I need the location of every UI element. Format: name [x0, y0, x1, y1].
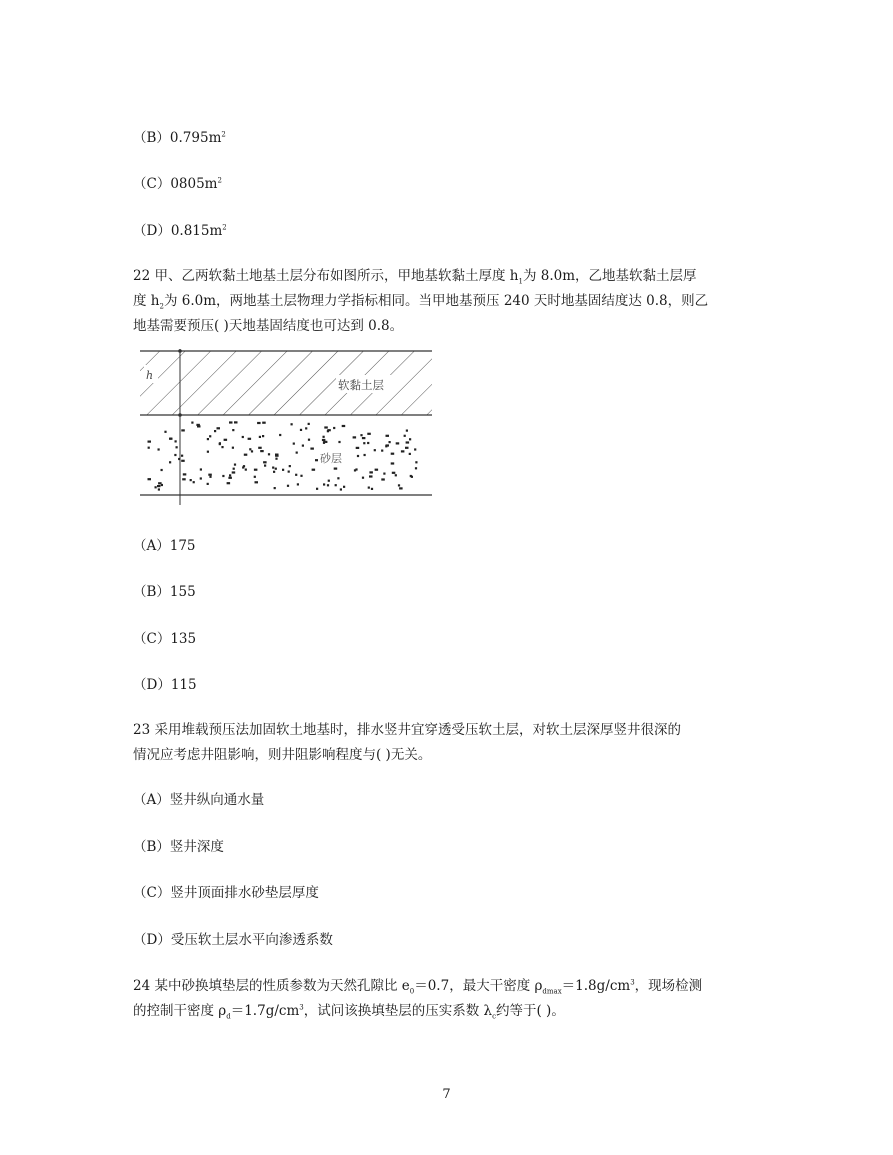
q23-option-a: （A）竖井纵向通水量: [133, 792, 265, 808]
q23-option-b: （B）竖井深度: [133, 839, 224, 855]
q24-stem-line1: 24 某中砂换填垫层的性质参数为天然孔隙比 $e_0=0.7$，最大干密度 $\rho_{dmax}=1.8g/cm^3$，现场检测: [133, 978, 703, 996]
q24-stem-line2: 的控制干密度 $\rho_d=1.7g/cm^3$，试问该换填垫层的压实系数 $\lambda_c$约等于( )。: [133, 1003, 565, 1021]
q22-stem-line3: 地基需要预压( )天地基固结度也可达到 0.8。: [133, 318, 404, 334]
q22-option-a: （A）175: [133, 538, 196, 554]
q22-option-b: （B）155: [133, 584, 196, 600]
q22-stem-line1: 22 甲、乙两软黏土地基土层分布如图所示，甲地基软黏土厚度 $h_1$为 8.0m，乙地基软黏土层厚: [133, 268, 697, 286]
q23-option-d: （D）受压软土层水平向渗透系数: [133, 932, 333, 948]
soil-layer-figure: [140, 345, 440, 507]
q22-stem-line2: 度 $h_2$为 6.0m，两地基土层物理力学指标相同。当甲地基预压 240 天时地基固结度达 0.8，则乙: [133, 293, 709, 311]
page-number: 7: [442, 1087, 451, 1102]
q23-option-c: （C）竖井顶面排水砂垫层厚度: [133, 885, 319, 901]
q21-option-b: $(B)0.795m^2$: [133, 130, 226, 146]
q22-option-c: （C）135: [133, 631, 197, 647]
q23-stem-line2: 情况应考虑井阻影响，则井阻影响程度与( )无关。: [133, 747, 432, 763]
soft-clay-label: 软黏土层: [338, 378, 384, 392]
q23-stem-line1: 23 采用堆载预压法加固软土地基时，排水竖井宜穿透受压软土层，对软土层深厚竖井很深的: [133, 722, 681, 738]
q21-option-d: $(D)0.815m^2$: [133, 223, 227, 239]
q21-option-c: $(C)0805m^2$: [133, 176, 222, 192]
sand-layer-dots: [148, 421, 418, 490]
sand-label: 砂层: [320, 452, 342, 465]
q22-option-d: （D）115: [133, 677, 197, 693]
thickness-label: h: [146, 369, 154, 382]
